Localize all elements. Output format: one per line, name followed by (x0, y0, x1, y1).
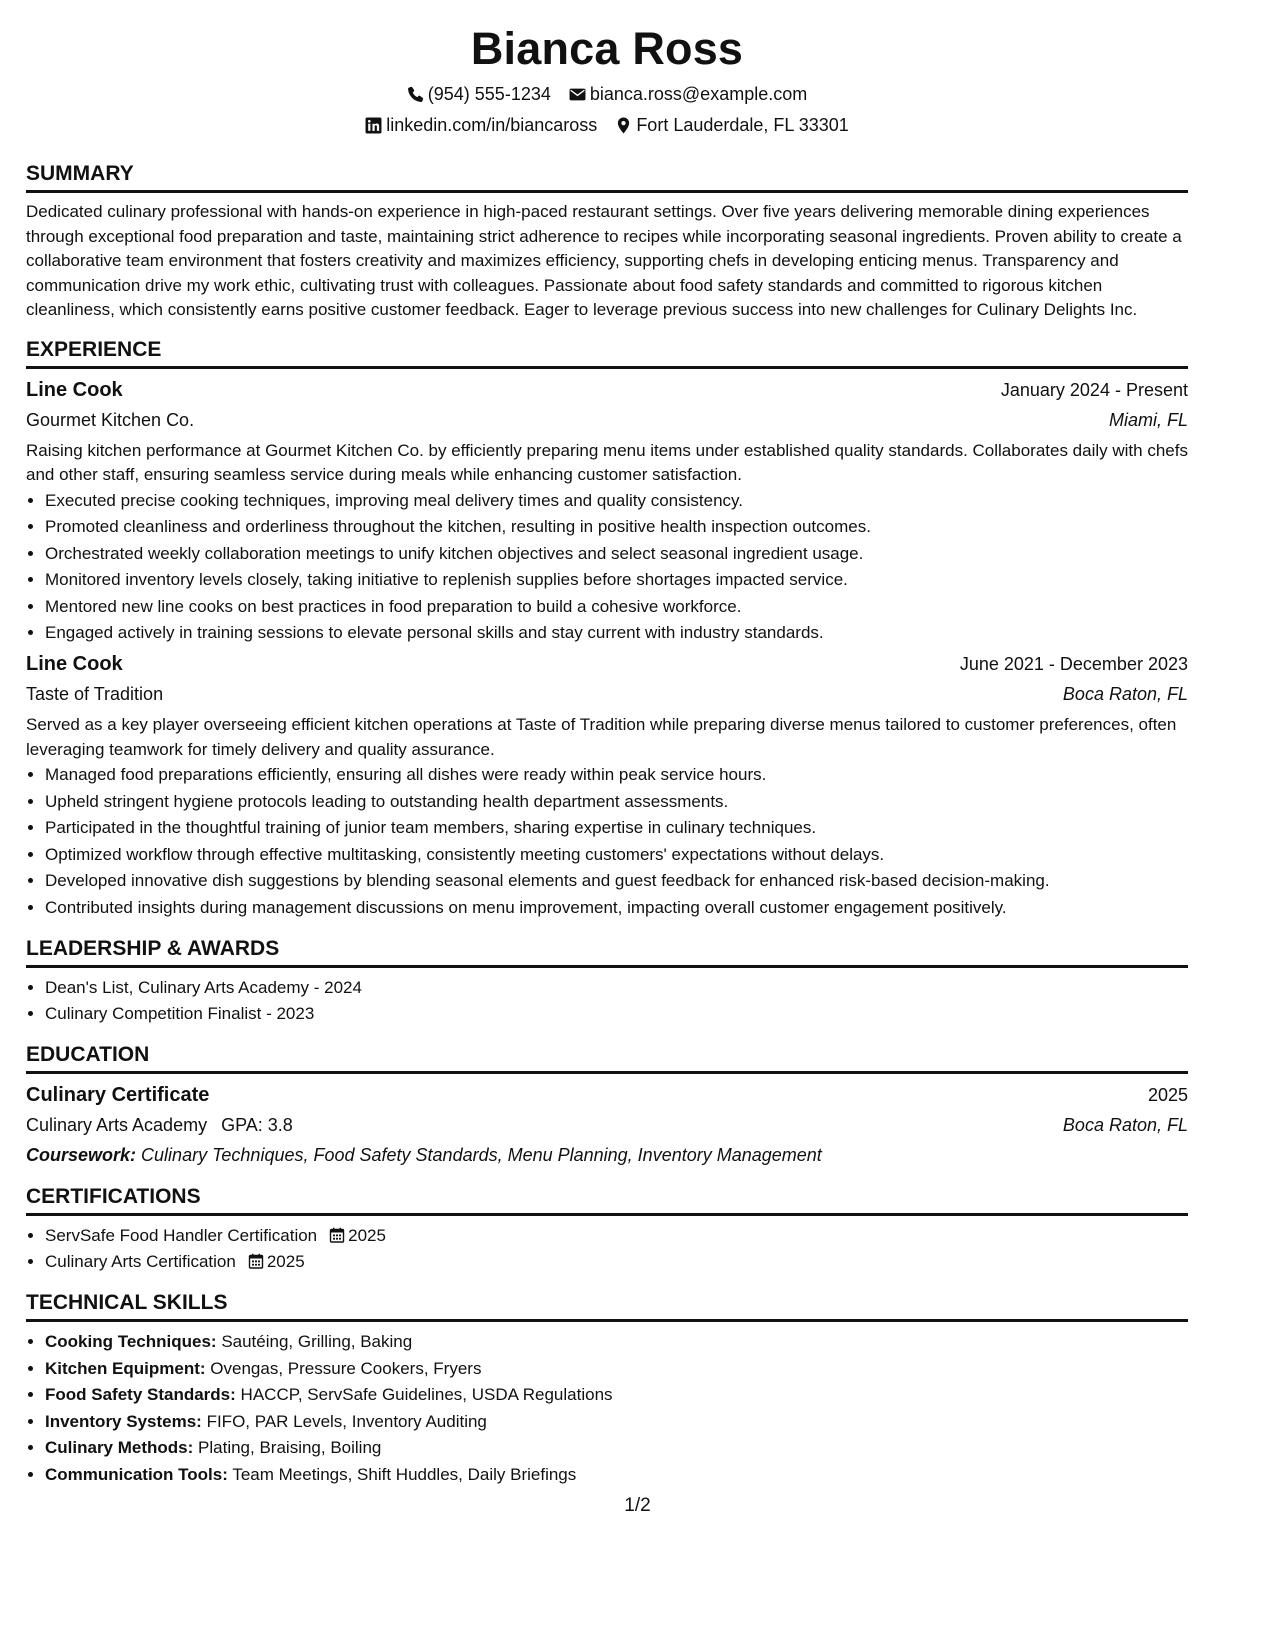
skill-item (45, 1356, 1188, 1383)
job-company-row (26, 405, 1188, 435)
contact-line-2 (26, 115, 1188, 135)
skill-value: FIFO, PAR Levels, Inventory Auditing (206, 1411, 487, 1431)
skill-label: Food Safety Standards: (45, 1385, 236, 1405)
job-bullet: • Contributed insights during management discussions on menu improvement, impacting overall customer engagement positively. (45, 895, 1188, 922)
certification-name: ServSafe Food Handler Certification (45, 1225, 318, 1245)
job-bullet: • Participated in the thoughtful training of junior team members, sharing expertise in culinary techniques. (45, 815, 1188, 842)
job-bullet: • Managed food preparations efficiently, ensuring all dishes were ready within peak service hours. (45, 762, 1188, 789)
job-description: Raising kitchen performance at Gourmet Kitchen Co. by efficiently preparing menu items under established quality standards. Collaborates daily with chefs and other staff, ensuring seamless service during meals while enhancing customer satisfaction. (26, 440, 1188, 484)
skill-item (45, 1435, 1188, 1462)
section-title-skills: TECHNICAL SKILLS (26, 1290, 1188, 1322)
job-bullet: • Promoted cleanliness and orderliness throughout the kitchen, resulting in positive health inspection outcomes. (45, 514, 1188, 541)
job-bullet: • Engaged actively in training sessions to elevate personal skills and stay current with industry standards. (45, 620, 1188, 647)
education-school: Culinary Arts Academy (26, 1114, 208, 1135)
leadership-list (26, 975, 1188, 1028)
certification-item (45, 1249, 1188, 1276)
skill-value: Ovengas, Pressure Cookers, Fryers (210, 1358, 482, 1378)
section-title-leadership: LEADERSHIP & AWARDS (26, 936, 1188, 968)
education-header-row (26, 1081, 1188, 1110)
job-bullet: • Monitored inventory levels closely, taking initiative to replenish supplies before shortages impacted service. (45, 567, 1188, 594)
skill-value: Sautéing, Grilling, Baking (221, 1332, 413, 1351)
location-text: Fort Lauderdale, FL 33301 (636, 115, 849, 135)
certifications-list (26, 1223, 1188, 1276)
job-bullet: • Executed precise cooking techniques, improving meal delivery times and quality consistency. (45, 488, 1188, 515)
certification-item (45, 1223, 1188, 1250)
phone-icon (407, 86, 424, 103)
skill-value: Plating, Braising, Boiling (198, 1438, 382, 1458)
calendar-icon (329, 1227, 345, 1243)
page-number: 1/2 (624, 1495, 651, 1516)
award-item: • Culinary Competition Finalist - 2023 (45, 1001, 1188, 1028)
education-location: Boca Raton, FL (1062, 1114, 1188, 1135)
calendar-icon (248, 1253, 264, 1269)
phone-text: (954) 555-1234 (427, 84, 551, 104)
job-title: Line Cook (26, 378, 123, 401)
job-bullet: • Orchestrated weekly collaboration meetings to unify kitchen objectives and select seasonal ingredient usage. (45, 541, 1188, 568)
skill-label: Kitchen Equipment: (45, 1358, 206, 1378)
skills-list (26, 1329, 1188, 1489)
job-header-row (26, 650, 1188, 679)
job-company: Taste of Tradition (26, 684, 164, 705)
candidate-name: Bianca Ross (470, 23, 744, 74)
skill-label: Inventory Systems: (45, 1411, 202, 1431)
section-title-certifications: CERTIFICATIONS (26, 1184, 1188, 1216)
job-dates: June 2021 - December 2023 (959, 654, 1188, 675)
map-pin-icon (615, 117, 632, 134)
contact-phone (407, 84, 551, 104)
skill-item (45, 1382, 1188, 1409)
job-bullets (26, 488, 1188, 648)
award-item: • Dean's List, Culinary Arts Academy - 2024 (45, 975, 1188, 1002)
skill-label: Communication Tools: (45, 1464, 228, 1484)
section-title-education: EDUCATION (26, 1042, 1188, 1074)
job-title: Line Cook (26, 653, 123, 676)
envelope-icon (569, 86, 586, 103)
job-entry (26, 650, 1188, 922)
linkedin-icon (365, 117, 382, 134)
skill-label: Cooking Techniques: (45, 1332, 217, 1351)
certification-name: Culinary Arts Certification (45, 1252, 236, 1272)
job-location: Miami, FL (1108, 409, 1188, 430)
job-bullet: • Optimized workflow through effective multitasking, consistently meeting customers' expectations without delays. (45, 842, 1188, 869)
job-bullet: • Mentored new line cooks on best practices in food preparation to build a cohesive workforce. (45, 594, 1188, 621)
education-school-row (26, 1110, 1188, 1140)
skill-item (45, 1329, 1188, 1356)
job-company: Gourmet Kitchen Co. (26, 409, 195, 430)
job-bullets (26, 762, 1188, 922)
job-company-row (26, 679, 1188, 709)
job-dates: January 2024 - Present (1000, 379, 1188, 400)
summary-text: Dedicated culinary professional with hands-on experience in high-paced restaurant settings. Over five years delivering memorable dining experiences through exceptional food preparation and taste, maintaining strict adherence to recipes while incorporating seasonal ingredients. Proven ability to create a collaborative team environment that fosters creativity and maximizes efficiency, supporting chefs in developing enticing menus. Transparency and communication drive my work ethic, cultivating trust with colleagues. Passionate about food safety standards and committed to rigorous kitchen cleanliness, which consistently earns positive customer feedback. Eager to leverage previous success into new challenges for Culinary Delights Inc. (26, 202, 1182, 319)
section-title-experience: EXPERIENCE (26, 337, 1188, 369)
skill-value: HACCP, ServSafe Guidelines, USDA Regulations (240, 1385, 613, 1405)
job-header-row (26, 376, 1188, 405)
education-year: 2025 (1147, 1084, 1188, 1105)
job-description: Served as a key player overseeing efficient kitchen operations at Taste of Tradition while preparing diverse menus tailored to customer preferences, often leveraging teamwork for timely delivery and quality assurance. (26, 715, 1177, 759)
email-text: bianca.ross@example.com (589, 84, 808, 104)
certification-year: 2025 (348, 1225, 386, 1245)
job-bullet: • Upheld stringent hygiene protocols leading to outstanding health department assessments. (45, 789, 1188, 816)
education-school-group (26, 1110, 293, 1140)
section-title-summary: SUMMARY (26, 161, 1188, 193)
skill-label: Culinary Methods: (45, 1438, 194, 1458)
skill-item (45, 1462, 1188, 1489)
contact-location (615, 115, 848, 135)
contact-line-1 (26, 84, 1188, 104)
resume-header (26, 0, 1188, 135)
contact-linkedin[interactable] (365, 115, 597, 135)
education-degree: Culinary Certificate (26, 1083, 210, 1106)
job-entry (26, 376, 1188, 648)
skill-item (45, 1409, 1188, 1436)
education-coursework (26, 1140, 1188, 1170)
job-bullet: • Developed innovative dish suggestions by blending seasonal elements and guest feedback for enhanced risk-based decision-making. (45, 868, 1188, 895)
coursework-list: Culinary Techniques, Food Safety Standards, Menu Planning, Inventory Management (141, 1144, 822, 1165)
coursework-label: Coursework: (26, 1144, 137, 1165)
contact-email[interactable] (569, 84, 807, 104)
job-location: Boca Raton, FL (1062, 684, 1188, 705)
skill-value: Team Meetings, Shift Huddles, Daily Briefings (232, 1464, 577, 1484)
linkedin-text: linkedin.com/in/biancaross (386, 115, 598, 135)
certification-year: 2025 (266, 1252, 305, 1272)
education-gpa: GPA: 3.8 (221, 1114, 293, 1135)
